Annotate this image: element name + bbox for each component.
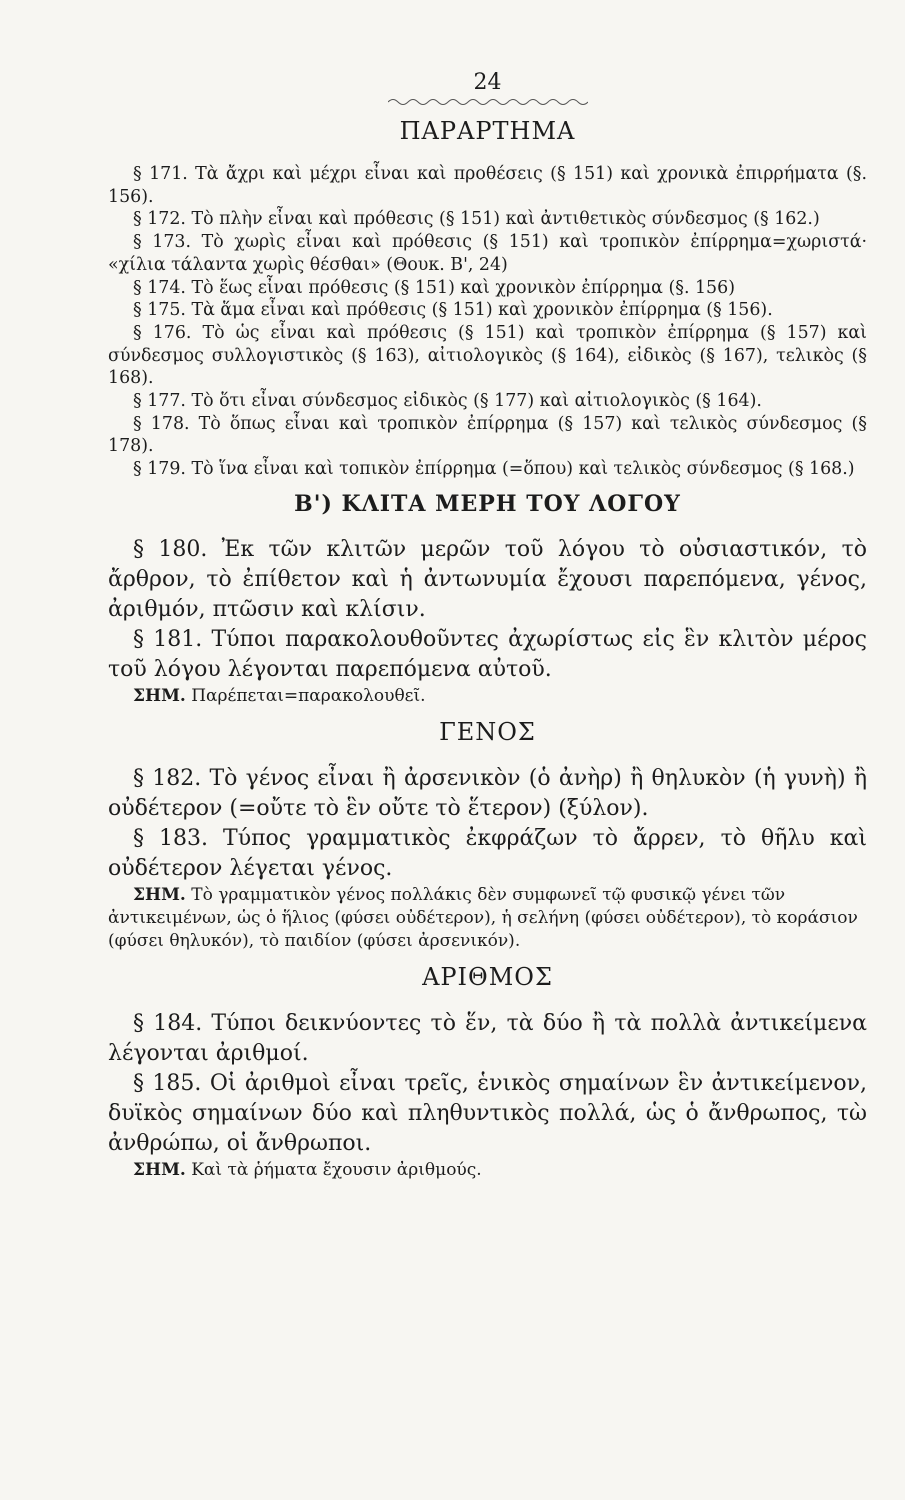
paragraph-177: § 177. Τὸ ὅτι εἶναι σύνδεσμος εἰδικὸς (§ 177) καὶ αἰτιολογικὸς (§ 164). xyxy=(133,391,762,412)
note-185 xyxy=(108,1159,867,1182)
note-tag: ΣΗΜ. xyxy=(133,1159,186,1180)
paragraph-174: § 174. Τὸ ἕως εἶναι πρόθεσις (§ 151) καὶ χρονικὸν ἐπίρρημα (§. 156) xyxy=(133,277,735,298)
wavy-ornament xyxy=(388,97,588,107)
paragraph-185: § 185. Οἱ ἀριθμοὶ εἶναι τρεῖς, ἑνικὸς σημαίνων ἓν ἀντικείμενον, δυϊκὸς σημαίνων δύο καὶ πληθυντικὸς πολλά, ὡς ὁ ἄνθρωπος, τὼ ἀνθρώπω, οἱ ἄνθρωποι. xyxy=(108,1070,867,1156)
paragraph-181: § 181. Τύποι παρακολουθοῦντες ἀχωρίστως εἰς ἓν κλιτὸν μέρος τοῦ λόγου λέγονται παρεπόμενα αὐτοῦ. xyxy=(108,626,867,682)
note-text: Τὸ γραμματικὸν γένος πολλάκις δὲν συμφωνεῖ τῷ φυσικῷ γένει τῶν ἀντικειμένων, ὡς ὁ ἥλιος (φύσει οὐδέτερον), ἡ σελήνη (φύσει οὐδέτερον), τὸ κοράσιον (φύσει θηλυκόν), τὸ παιδίον (φύσει ἀρσενικόν). xyxy=(108,884,858,951)
note-text: Παρέπεται=παρακολουθεῖ. xyxy=(191,685,426,706)
paragraph-176: § 176. Τὸ ὡς εἶναι καὶ πρόθεσις (§ 151) καὶ τροπικὸν ἐπίρρημα (§ 157) καὶ σύνδεσμος συλλογιστικὸς (§ 163), αἰτιολογικὸς (§ 164), εἰδικὸς (§ 167), τελικὸς (§ 168). xyxy=(108,322,867,389)
section-b-heading: Β') ΚΛΙΤΑ ΜΕΡΗ ΤΟΥ ΛΟΓΟΥ xyxy=(294,490,681,517)
page-number: 24 xyxy=(473,70,502,95)
arithmos-heading: ΑΡΙΘΜΟΣ xyxy=(422,962,553,991)
appendix-heading: ΠΑΡΑΡΤΗΜΑ xyxy=(399,117,576,145)
paragraph-175: § 175. Τὰ ἅμα εἶναι καὶ πρόθεσις (§ 151) καὶ χρονικὸν ἐπίρρημα (§ 156). xyxy=(133,300,773,321)
paragraph-178: § 178. Τὸ ὅπως εἶναι καὶ τροπικὸν ἐπίρρημα (§ 157) καὶ τελικὸς σύνδεσμος (§ 178). xyxy=(108,413,867,457)
paragraph-182: § 182. Τὸ γένος εἶναι ἢ ἀρσενικὸν (ὁ ἀνὴρ) ἢ θηλυκὸν (ἡ γυνὴ) ἢ οὐδέτερον (=οὔτε τὸ ἓν οὔτε τὸ ἕτερον) (ξύλον). xyxy=(108,765,867,821)
note-183 xyxy=(108,884,867,953)
note-181 xyxy=(108,685,867,708)
paragraph-172: § 172. Τὸ πλὴν εἶναι καὶ πρόθεσις (§ 151) καὶ ἀντιθετικὸς σύνδεσμος (§ 162.) xyxy=(133,209,820,230)
note-text: Καὶ τὰ ῥήματα ἔχουσιν ἀριθμούς. xyxy=(191,1159,482,1180)
paragraph-183: § 183. Τύπος γραμματικὸς ἐκφράζων τὸ ἄρρεν, τὸ θῆλυ καὶ οὐδέτερον λέγεται γένος. xyxy=(108,825,867,881)
note-tag: ΣΗΜ. xyxy=(133,685,186,706)
paragraph-179: § 179. Τὸ ἵνα εἶναι καὶ τοπικὸν ἐπίρρημα (=ὅπου) καὶ τελικὸς σύνδεσμος (§ 168.) xyxy=(133,459,855,480)
paragraph-171: § 171. Τὰ ἄχρι καὶ μέχρι εἶναι καὶ προθέσεις (§ 151) καὶ χρονικὰ ἐπιρρήματα (§. 156). xyxy=(108,164,867,207)
paragraph-184: § 184. Τύποι δεικνύοντες τὸ ἕν, τὰ δύο ἢ τὰ πολλὰ ἀντικείμενα λέγονται ἀριθμοί. xyxy=(108,1010,867,1066)
note-tag: ΣΗΜ. xyxy=(133,884,186,905)
genos-heading: ΓΕΝΟΣ xyxy=(439,717,536,746)
paragraph-180: § 180. Ἐκ τῶν κλιτῶν μερῶν τοῦ λόγου τὸ οὐσιαστικόν, τὸ ἄρθρον, τὸ ἐπίθετον καὶ ἡ ἀντωνυμία ἔχουσι παρεπόμενα, γένος, ἀριθμόν, πτῶσιν καὶ κλίσιν. xyxy=(108,536,867,622)
paragraph-173: § 173. Τὸ χωρὶς εἶναι καὶ πρόθεσις (§ 151) καὶ τροπικὸν ἐπίρρημα=χωριστά· «χίλια τάλαντα χωρὶς θέσθαι» (Θουκ. Β', 24) xyxy=(108,232,867,275)
